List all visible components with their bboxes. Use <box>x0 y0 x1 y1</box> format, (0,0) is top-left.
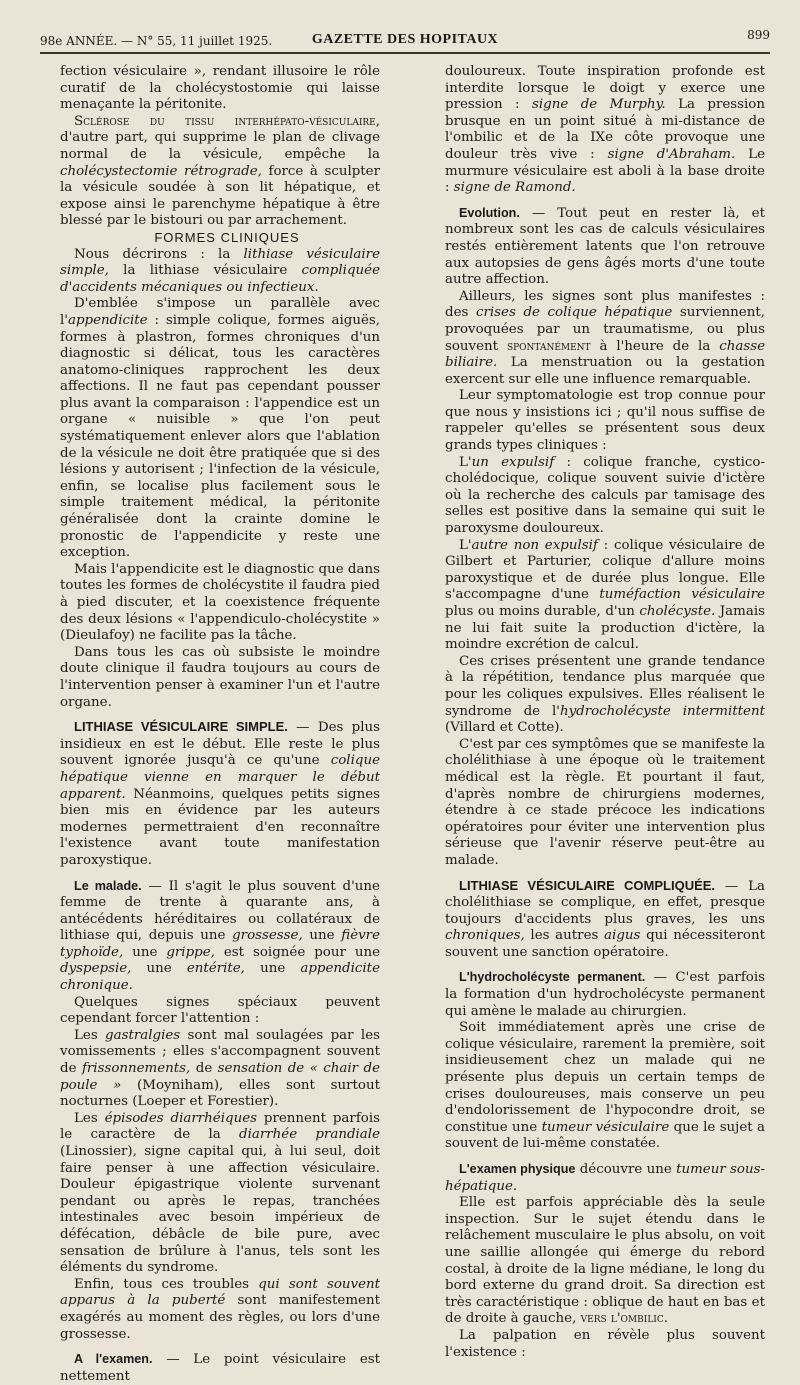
text-run: L' <box>459 454 472 470</box>
text-run: surviennent, provoquées par un traumatisme, ou plus souvent <box>445 305 765 354</box>
paragraph <box>445 1195 765 1328</box>
text-run: (Moyniham), elles sont surtout nocturnes (Loeper et Forestier). <box>60 1077 380 1110</box>
text-run: aigus <box>604 928 641 944</box>
subsection-heading: L'examen physique <box>459 1162 576 1176</box>
text-run: appendicite chronique. <box>60 961 380 994</box>
paragraph <box>445 969 765 1020</box>
paragraph <box>445 1161 765 1195</box>
text-run: cholécyste. <box>639 604 716 619</box>
paragraph <box>445 538 765 654</box>
text-run: douloureux. Toute inspiration profonde est interdite lorsque le doigt y exerce une pression : <box>445 64 765 113</box>
issue-line: 98e ANNÉE. — N° 55, 11 juillet 1925. <box>40 34 273 48</box>
paragraph <box>60 719 380 869</box>
text-run: qui sont souvent apparus à la puberté <box>60 1276 381 1309</box>
text-run: — C'est parfois la formation d'un hydrocholécyste permanent qui amène le malade au chirurgien. <box>445 970 765 1019</box>
text-run: prennent parfois le caractère de la <box>60 1110 380 1143</box>
text-run: une <box>302 928 342 944</box>
text-run: Quelques signes spéciaux peuvent cependant forcer l'attention : <box>60 994 380 1027</box>
text-run: Elle est parfois appréciable dès la seule inspection. Sur le sujet étendu dans le relâchement musculaire le plus absolu, on voit une saillie allongée qui émerge du rebord costal, à droite de la ligne médiane, le long du bord externe du grand droit. Sa direction est très caractéristique : oblique de haut en bas et de droite à gauche, <box>445 1195 765 1327</box>
text-run: Enfin, tous ces troubles <box>74 1276 259 1292</box>
text-run: sont mal soulagées par les vomissements ; elles s'accompagnent souvent de <box>60 1027 380 1077</box>
paragraph <box>445 205 765 289</box>
text-run: chasse biliaire. <box>445 338 765 371</box>
text-run: sensation de « chair de poule » <box>60 1061 380 1093</box>
text-run: une <box>123 944 167 960</box>
text-run: Leur symptomatologie est trop connue pour que nous y insistions ici ; qu'il nous suffise de rappeler qu'elles se présentent sous deux grands types cliniques : <box>445 388 765 454</box>
paragraph <box>60 247 380 297</box>
text-run: lithiase vésiculaire simple, <box>60 246 380 279</box>
text-run: frissonnements, <box>81 1061 191 1077</box>
text-run: : colique vésiculaire de Gilbert et Parturier, colique d'allure moins paroxystique et de durée plus longue. Elle s'accompagne d'une <box>445 537 765 603</box>
text-run: Néanmoins, quelques petits signes bien mis en évidence par les auteurs modernes permettraient d'en reconnaître l'existence avant toute manifestation paroxystique. <box>60 786 380 868</box>
subsection-heading: L'hydrocholécyste permanent. <box>459 970 646 985</box>
text-run: fection vésiculaire », rendant illusoire le rôle curatif de la cholécystostomie qui laisse menaçante la péritonite. <box>60 64 380 113</box>
text-run: hydrocholécyste intermittent <box>559 703 765 719</box>
text-run: un expulsif <box>471 454 555 470</box>
page-number: 899 <box>747 28 770 42</box>
page-header <box>40 22 770 54</box>
text-run: (Linossier), signe capital qui, à lui seul, doit faire penser à une affection vésiculaire. Douleur épigastrique violente survenant pendant ou après le repas, tranchées intestinales avec besoin impérieux de défécation, débâcle de bile pure, avec sensation de brûlure à l'anus, tels sont les éléments du syndrome. <box>60 1144 380 1276</box>
text-run: : simple colique, formes aiguës, formes à plastron, formes chroniques d'un diagnostic si délicat, tous les caractères anatomo-cliniques rapprochent les deux affections. Il ne faut pas cependant pousser plus avant la comparaison : l'appendice est un organe « nuisible » que l'on peut systématiquement enlever alors que l'ablation de la vésicule ne doit être pratiquée que si des lésions y autorisent ; l'infection de la vésicule, enfin, se localise plus facilement sous le simple traitement médical, la péritonite généralisée dont la crainte domine le pronostic de l'appendicite y reste une exception. <box>60 312 380 561</box>
text-run: Les <box>74 1027 106 1043</box>
paragraph <box>60 878 380 995</box>
paragraph <box>445 1020 765 1153</box>
text-run: C'est par ces symptômes que se manifeste la cholélithiase à une époque où le traitement médical est la règle. Et pourtant il faut, d'après nombre de chirurgiens modernes, étendre à ce stade précoce les indications opératoires pour éviter une intervention plus sérieuse que l'avenir réserve peut-être au malade. <box>445 736 765 868</box>
subsection-heading: LITHIASE VÉSICULAIRE SIMPLE. <box>74 719 288 735</box>
text-run: appendicite <box>67 312 148 328</box>
text-run: fièvre typhoïde, <box>60 928 381 960</box>
text-run: sont manifestement exagérés au moment des règles, ou lors d'une grossesse. <box>60 1293 380 1342</box>
text-run: autre non expulsif <box>471 537 598 553</box>
text-run: Nous décrirons : la <box>74 246 244 262</box>
paragraph <box>60 296 380 562</box>
text-run: La pression brusque en un point situé à mi-distance de l'ombilic et de la IXe côte provoque une douleur très vive : <box>445 97 765 162</box>
text-run: signe de Murphy. <box>532 97 666 113</box>
paragraph <box>445 388 765 454</box>
paragraph <box>60 114 380 230</box>
text-run: chroniques, <box>445 928 525 944</box>
text-run: Les <box>74 1110 105 1126</box>
text-run: à l'heure de la <box>590 338 720 354</box>
paragraph <box>445 654 765 737</box>
text-run: d'autre part, qui supprime le plan de clivage normal de la vésicule, empêche la <box>60 130 380 162</box>
text-run: plus ou moins durable, d'un <box>445 604 640 619</box>
paragraph <box>60 645 380 711</box>
text-run: gastralgies <box>105 1027 181 1043</box>
text-run: spontanément <box>506 338 591 354</box>
text-run: Le murmure vésiculaire est aboli à la base droite : <box>445 146 765 196</box>
subsection-heading: A l'examen. <box>74 1352 153 1367</box>
text-run: qui nécessiteront souvent une sanction opératoire. <box>445 928 765 960</box>
text-run: Dans tous les cas où subsiste le moindre doute clinique il faudra toujours au cours de l'intervention penser à examiner l'un et l'autre organe. <box>60 644 380 710</box>
paragraph <box>445 64 765 197</box>
text-run: les autres <box>524 928 605 944</box>
text-run: grossesse, <box>232 928 303 944</box>
right-column <box>445 64 766 1360</box>
text-run: de <box>190 1061 218 1077</box>
text-run: — Le point vésiculaire est nettement <box>60 1352 380 1384</box>
text-run: une <box>131 961 187 977</box>
paragraph <box>445 1328 765 1361</box>
paragraph <box>60 1111 380 1277</box>
text-run: Mais l'appendicite est le diagnostic que dans toutes les formes de cholécystite il faudra pied à pied discuter, et la coexistence fréquente des deux lésions « l'appendiculo-cholécystite » (Dieulafoy) ne facilite pas la tâche. <box>60 561 380 644</box>
paragraph <box>60 1028 380 1111</box>
text-run: est soignée pour une <box>214 944 380 960</box>
text-run: que le sujet a souvent de lui-même constatée. <box>445 1119 765 1152</box>
text-run: D'emblée s'impose un parallèle avec l' <box>60 296 380 328</box>
paragraph <box>60 1351 380 1385</box>
text-run: tumeur sous-hépatique. <box>445 1162 765 1194</box>
text-run: Jamais ne lui fait suite la production d'ictère, la moindre excrétion de calcul. <box>445 604 765 653</box>
subsection-heading: Le malade. <box>74 878 142 893</box>
text-run: L' <box>459 537 472 553</box>
paragraph <box>60 1277 380 1343</box>
text-run: La palpation en révèle plus souvent l'existence : <box>445 1327 765 1360</box>
text-run: — Tout peut en rester là, et nombreux sont les cas de calculs vésiculaires restés entièrement latents que l'on retrouve aux autopsies de gens âgés morts d'une toute autre affection. <box>445 205 765 288</box>
text-run: Soit immédiatement après une crise de colique vésiculaire, rarement la première, soit insidieusement chez un malade qui ne présente plus depuis un certain temps de crises douloureuses, mais conserve un peu d'endolorissement de l'hypocondre droit, se constitue une <box>445 1020 765 1135</box>
subsection-heading: LITHIASE VÉSICULAIRE COMPLIQUÉE. <box>459 877 716 893</box>
section-heading: FORMES CLINIQUES <box>154 229 300 245</box>
text-run: tumeur vésiculaire <box>541 1119 670 1135</box>
text-run: Sclérose du tissu interhépato-vésiculaire, <box>74 113 380 129</box>
text-run: — Il s'agit le plus souvent d'une femme de trente à quarante ans, à antécédents héréditaires ou collatéraux de lithiase qui, depuis une <box>60 878 380 944</box>
text-run: colique hépatique vienne en marquer le début apparent. <box>60 753 380 802</box>
text-run: épisodes diarrhéiques <box>104 1110 258 1126</box>
text-run: signe de Ramond. <box>453 180 576 196</box>
paragraph <box>60 64 380 114</box>
paragraph <box>445 737 765 870</box>
text-run: La menstruation ou la gestation exercent sur elle une influence remarquable. <box>445 355 765 387</box>
text-run: compliquée d'accidents mécaniques ou infectieux. <box>60 263 380 295</box>
text-run: — Des plus insidieux en est le début. Elle reste le plus souvent ignorée jusqu'à ce qu'une <box>60 720 381 769</box>
subsection-heading: Evolution. <box>459 205 520 220</box>
text-run: vers l'ombilic. <box>580 1311 668 1327</box>
text-run: découvre une <box>575 1162 677 1177</box>
text-run: crises de colique hépatique <box>475 305 673 321</box>
text-run: cholécystectomie rétrograde, <box>60 163 262 179</box>
paragraph <box>445 878 765 962</box>
text-run: force à sculpter la vésicule soudée à son lit hépatique, et expose ainsi le parenchyme hépatique à être blessé par le bistouri ou par arrachement. <box>60 163 381 229</box>
text-run: tuméfaction vésiculaire <box>599 587 765 603</box>
text-run: une <box>244 961 301 977</box>
paragraph <box>445 289 765 389</box>
text-run: grippe, <box>166 944 215 960</box>
paragraph <box>445 455 765 538</box>
journal-title: GAZETTE DES HOPITAUX <box>311 32 499 47</box>
text-run: : colique franche, cystico-cholédocique, colique souvent suivie d'ictère où la recherche des calculs par tamisage des selles est positive dans la semaine qui suit le paroxysme douloureux. <box>445 454 765 537</box>
text-run: Ces crises présentent une grande tendance à la répétition, tendance plus marquée que pour les coliques expulsives. Elles réalisent le syndrome de l' <box>445 653 765 719</box>
text-run: entérite, <box>186 961 245 977</box>
text-run: diarrhée prandiale <box>239 1127 380 1143</box>
paragraph <box>60 562 380 645</box>
text-run: — La cholélithiase se complique, en effet, presque toujours d'accidents plus graves, les uns <box>445 878 766 927</box>
text-run: Ailleurs, les signes sont plus manifestes : des <box>445 288 765 321</box>
paragraph <box>60 995 380 1028</box>
text-run: dyspepsie, <box>60 961 132 977</box>
text-run: la lithiase vésiculaire <box>108 263 302 279</box>
left-column <box>60 64 381 1384</box>
text-run: (Villard et Cotte). <box>445 720 564 736</box>
text-run: signe d'Abraham. <box>607 146 736 162</box>
